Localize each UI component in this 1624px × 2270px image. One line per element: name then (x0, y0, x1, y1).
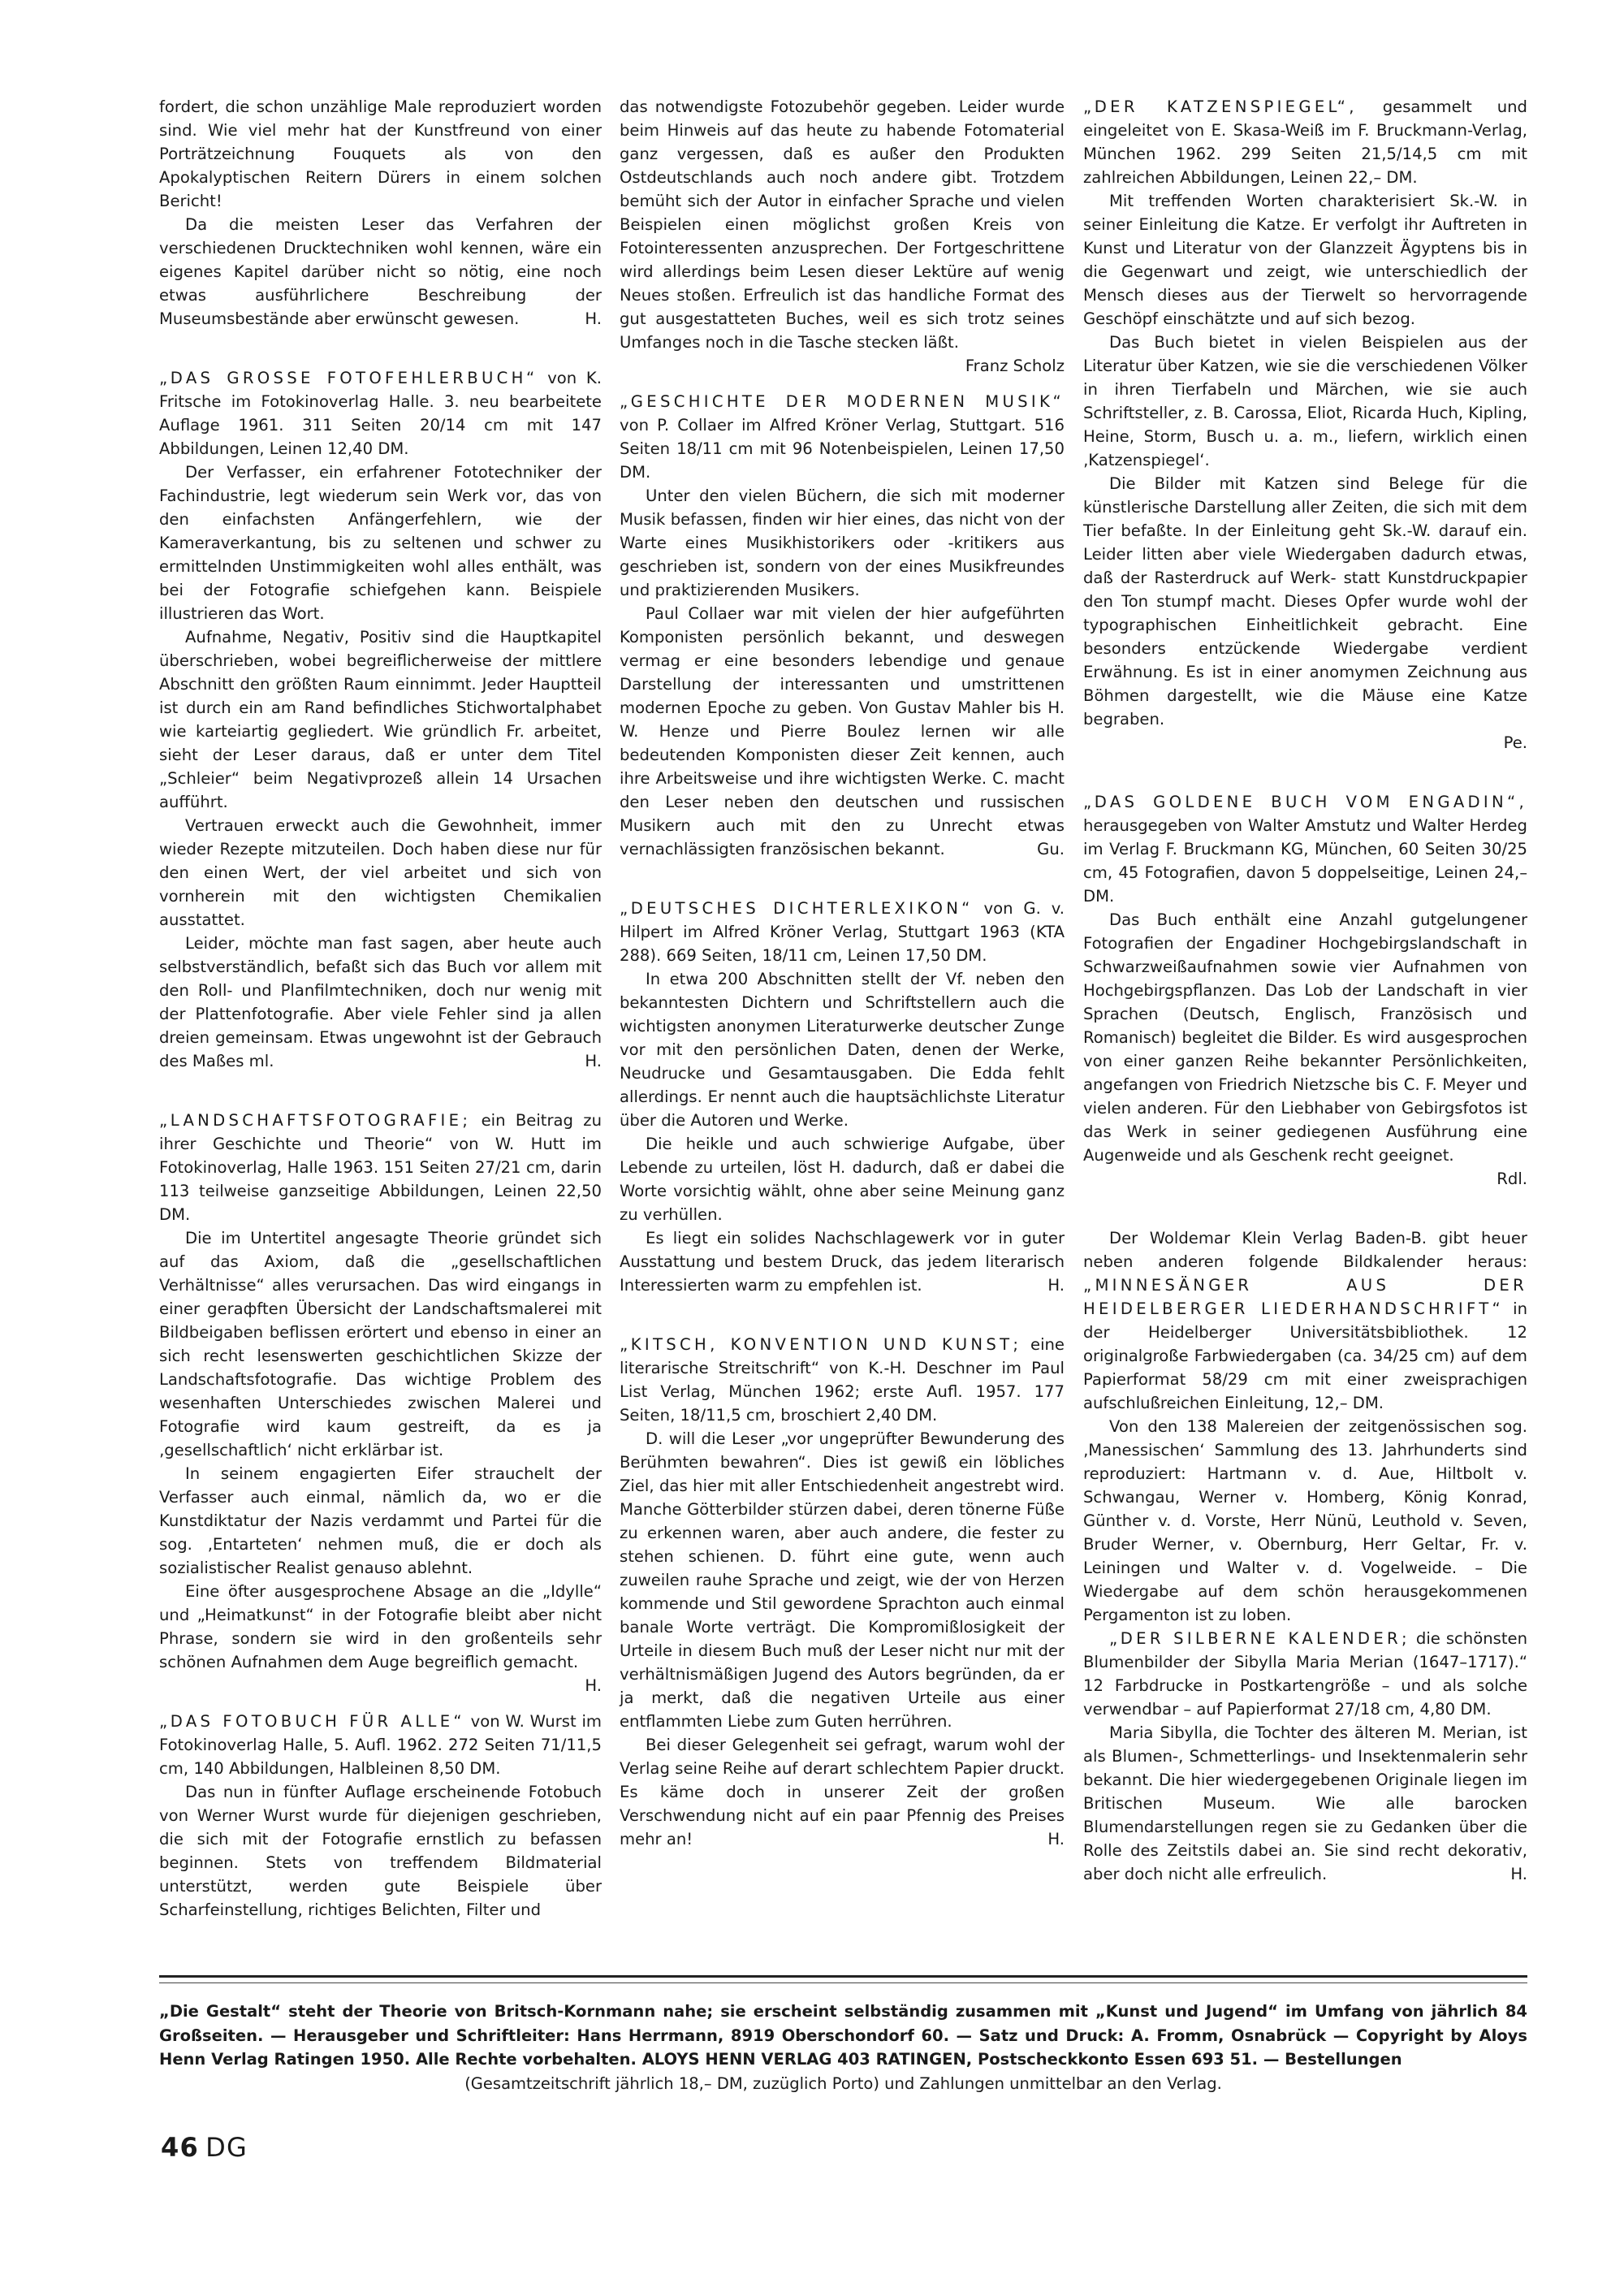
review-moderne-musik (620, 390, 1065, 861)
paragraph: Unter den vielen Büchern, die sich mit moderner Musik befassen, finden wir hier eines, das nicht von der Warte eines Musikhistorikers oder -kritikers aus geschrieben ist, sondern von der eines Musikfreundes und praktizierenden Musikers. (620, 486, 1065, 599)
journal-abbreviation: DG (205, 2132, 248, 2163)
bibliographic-info: von K. Fritsche im Fotokinoverlag Halle. 3. neu bearbeitete Auflage 1961. 311 Seiten 20/14 cm mit 147 Abbildungen, Leinen 12,40 DM. (159, 369, 603, 458)
paragraph: In seinem engagierten Eifer strauchelt der Verfasser auch einmal, nämlich da, wo er die Kunstdiktatur der Nazis verdammt und Partei für die sog. ‚Entarteten‘ nehmen muß, die er doch als sozialistischer Realist genauso ablehnt. (159, 1464, 602, 1577)
bibliographic-info: von G. v. Hilpert im Alfred Kröner Verlag, Stuttgart 1963 (KTA 288). 669 Seiten, 18/11 cm, Leinen 17,50 DM. (620, 899, 1065, 965)
author-signature: H. (585, 1676, 602, 1695)
bibliographic-info: von W. Wurst im Fotokinoverlag Halle, 5. Aufl. 1962. 272 Seiten 71/11,5 cm, 140 Abbildungen, Halbleinen 8,50 DM. (159, 1712, 602, 1778)
page-number-value: 46 (161, 2132, 200, 2163)
book-title: „MINNESÄNGER AUS DER HEIDELBERGER LIEDERHANDSCHRIFT“ (1083, 1276, 1527, 1318)
column-middle (620, 95, 1065, 1887)
author-signature: Gu. (1037, 840, 1065, 858)
paragraph: Der Verfasser, ein erfahrener Fototechniker der Fachindustrie, legt wiederum sein Werk vor, das von den einfachsten Anfängerfehlern, wie der Kameraverkantung, bis zu seltenen und schwer zu ermittelnden Unstimmigkeiten wohl alles enthält, was bei der Fotografie schiefgehen kann. Beispiele illustrieren das Wort. (159, 463, 602, 623)
paragraph: Aufnahme, Negativ, Positiv sind die Hauptkapitel überschrieben, wobei begreiflicherweise der mittlere Abschnitt den größten Raum einnimmt. Jeder Hauptteil ist durch ein am Rand befindliches Stichwortalphabet wie karteiartig gegliedert. Wie gründlich Fr. arbeitet, sieht der Leser daraus, daß er unter dem Titel „Schleier“ beim Negativprozeß allein 14 Ursachen aufführt. (159, 628, 602, 811)
review-intro-continuation (159, 95, 602, 331)
paragraph: Die im Untertitel angesagte Theorie gründet sich auf das Axiom, daß die „gesellschaftlichen Verhältnisse“ alles verursachen. Das wird eingangs in einer geraфften Übersicht der Landschaftsmalerei mit Bildbeigaben beflissen erörtert und ebenso in einer an sich recht lesenswerten geschichtlichen Skizze der Landschaftsfotografie. Das wichtige Problem des wesenhaften Unterschiedes zwischen Malerei und Fotografie wird kaum gestreift, da es ja ‚gesellschaftlich‘ nicht erklärbar ist. (159, 1229, 602, 1459)
paragraph: Das Buch bietet in vielen Beispielen aus der Literatur über Katzen, wie sie die verschiedenen Völker in ihren Tierfabeln und Märchen, wie sie auch Schriftsteller, z. B. Carossa, Eliot, Ricarda Huch, Kipling, Heine, Storm, Busch u. a. m., liefern, wirklich einen ‚Katzenspiegel‘. (1083, 333, 1527, 469)
paragraph: Das Buch enthält eine Anzahl gutgelungener Fotografien der Engadiner Hochgebirgslandschaft in Schwarzweißaufnahmen sowie vier Aufnahmen von Hochgebirgspflanzen. Das Lob der Landschaft in vier Sprachen (Deutsch, Englisch, Französisch und Romanisch) begleitet die Bilder. Es wird ausgesprochen von einer ganzen Reihe bekannter Persönlichkeiten, angefangen von Friedrich Nietzsche bis C. F. Meyer und vielen anderen. Für den Liebhaber von Gebirgsfotos ist das Werk in seiner gediegenen Ausführung eine Augenweide und als Geschenk recht geeignet. (1083, 910, 1527, 1165)
author-signature: Franz Scholz (965, 357, 1065, 375)
paragraph: Mit treffenden Worten charakterisiert Sk.-W. in seiner Einleitung die Katze. Er verfolgt ihr Auftreten in Kunst und Literatur von der Glanzzeit Ägyptens bis in die Gegenwart und zeigt, wie unterschiedlich der Mensch dieses aus der Tierwelt so hervorragende Geschöpf einschätzte und auf sich bezog. (1083, 192, 1527, 328)
book-title: „DAS GROSSE FOTOFEHLERBUCH“ (159, 369, 538, 387)
paragraph: Maria Sibylla, die Tochter des älteren M. Merian, ist als Blumen-, Schmetterlings- und Insektenmalerin sehr bekannt. Die hier wiedergegebenen Originale liegen im Britischen Museum. Wie alle barocken Blumendarstellungen regen sie zu Gedanken über die Rolle des Zeitstils dabei an. Sie sind recht dekorativ, aber doch nicht alle erfreulich. H. (1083, 1721, 1527, 1886)
author-signature: H. (585, 1052, 602, 1070)
column-left (159, 95, 602, 1957)
paragraph: fordert, die schon unzählige Male reproduziert worden sind. Wie viel mehr hat der Kunstfreund von einer Porträtzeichnung Fouquets als von den Apokalyptischen Reitern Dürers in einem solchen Bericht! (159, 97, 602, 210)
review-heading (159, 1710, 602, 1780)
author-signature: H. (1047, 1276, 1065, 1295)
review-bildkalender (1083, 1226, 1527, 1886)
review-fotobuch (159, 1710, 602, 1922)
book-title: „KITSCH, KONVENTION UND KUNST; (620, 1335, 1022, 1354)
imprint-text-last-line: (Gesamtzeitschrift jährlich 18,– DM, zuzüglich Porto) und Zahlungen unmittelbar an den Verlag. (464, 2073, 1222, 2093)
review-heading (620, 897, 1065, 967)
bibliographic-info: gesammelt und eingeleitet von E. Skasa-Weiß im F. Bruckmann-Verlag, München 1962. 299 Seiten 21,5/14,5 cm mit zahlreichen Abbildungen, Leinen 22,– DM. (1083, 97, 1527, 187)
book-title: „DAS FOTOBUCH FÜR ALLE“ (159, 1712, 465, 1731)
review-fotofehlerbuch (159, 366, 602, 1073)
bibliographic-info: von P. Collaer im Alfred Kröner Verlag, Stuttgart. 516 Seiten 18/11 cm mit 96 Notenbeispielen, Leinen 17,50 DM. (620, 416, 1065, 482)
review-heading (620, 1333, 1065, 1427)
book-title: „DAS GOLDENE BUCH VOM ENGADIN“, (1083, 793, 1527, 811)
book-title: „DEUTSCHES DICHTERLEXIKON“ (620, 899, 974, 918)
paragraph: Eine öfter ausgesprochene Absage an die „Idylle“ und „Heimatkunst“ in der Fotografie bleibt aber nicht Phrase, sondern sie wird in den großenteils sehr schönen Aufnahmen dem Auge begreiflich gemacht. H. (159, 1580, 602, 1674)
review-kitsch-konvention-kunst (620, 1333, 1065, 1851)
paragraph: Es liegt ein solides Nachschlagewerk vor in guter Ausstattung und bestem Druck, das jedem literarisch Interessierten warm zu empfehlen ist. H. (620, 1226, 1065, 1297)
imprint-text: „Die Gestalt“ steht der Theorie von Britsch-Kornmann nahe; sie erscheint selbständig zusammen mit „Kunst und Jugend“ im Umfang von jährlich 84 Großseiten. — Herausgeber und Schriftleiter: Hans Herrmann, 8919 Oberschondorf 60. — Satz und Druck: A. Fromm, Osnabrück — Copyright by Aloys Henn Verlag Ratingen 1950. Alle Rechte vorbehalten. ALOYS HENN VERLAG 403 RATINGEN, Postscheckkonto Essen 693 51. — Bestellungen (159, 2002, 1527, 2069)
page-number (161, 2132, 248, 2163)
paragraph: Bei dieser Gelegenheit sei gefragt, warum wohl der Verlag seine Reihe auf derart schlechtem Papier druckt. Es käme doch in unserer Zeit der großen Verschwendung nicht auf ein paar Pfennig des Preises mehr an! H. (620, 1733, 1065, 1851)
footer-divider (159, 1975, 1527, 1978)
paragraph: Da die meisten Leser das Verfahren der verschiedenen Drucktechniken wohl kennen, wäre ein eigenes Kapitel darüber nicht so nötig, eine noch etwas ausführlichere Beschreibung der Museumsbestände aber erwünscht gewesen. H. (159, 213, 602, 331)
column-right (1083, 95, 1527, 1922)
paragraph: Leider, möchte man fast sagen, aber heute auch selbstverständlich, befaßt sich das Buch vor allem mit den Roll- und Planfilmtechniken, doch nur wenig mit der Plattenfotografie. Aber viele Fehler sind ja allen dreien gemeinsam. Etwas ungewohnt ist der Gebrauch des Maßes ml. H. (159, 932, 602, 1073)
paragraph: Das nun in fünfter Auflage erscheinende Fotobuch von Werner Wurst wurde für diejenigen geschrieben, die sich mit der Fotografie ernstlich zu befassen beginnen. Stets von treffendem Bildmaterial unterstützt, werden gute Beispiele über Scharfeinstellung, richtiges Belichten, Filter und (159, 1783, 602, 1919)
author-signature: Pe. (1503, 733, 1527, 752)
paragraph: Der Woldemar Klein Verlag Baden-B. gibt heuer neben anderen folgende Bildkalender heraus: „MINNESÄNGER AUS DER HEIDELBERGER LIEDERHANDSCHRIFT“ in der Heidelberger Universitätsbibliothek. 12 originalgroße Farbwiedergaben (ca. 34/25 cm) auf dem Papierformat 58/29 cm mit einer zweisprachigen aufschlußreichen Einleitung, 12,– DM. (1083, 1229, 1528, 1412)
bibliographic-info: eine literarische Streitschrift“ von K.-H. Deschner im Paul List Verlag, München 1962; erste Aufl. 1957. 177 Seiten, 18/11,5 cm, broschiert 2,40 DM. (620, 1335, 1065, 1425)
paragraph: das notwendigste Fotozubehör gegeben. Leider wurde beim Hinweis auf das heute zu habende Fotomaterial ganz vergessen, daß es außer den Produkten Ostdeutschlands auch noch andere gibt. Trotzdem bemüht sich der Autor in einfacher Sprache und vielen Beispielen einen möglichst großen Kreis von Fotointeressenten anzusprechen. Der Fortgeschrittene wird allerdings beim Lesen dieser Lektüre auf wenig Neues stoßen. Erfreulich ist das handliche Format des gut ausgestatteten Buches, weil es sich trotz seines Umfanges noch in die Tasche stecken läßt. Franz Scholz (620, 95, 1065, 354)
review-heading (620, 390, 1065, 484)
paragraph: Paul Collaer war mit vielen der hier aufgeführten Komponisten persönlich bekannt, und deswegen vermag er eine besonders lebendige und genaue Darstellung der interessanten und umstrittenen modernen Epoche zu geben. Von Gustav Mahler bis H. W. Henze und Pierre Boulez lernen wir alle bedeutenden Komponisten dieser Zeit kennen, auch ihre Arbeitsweise und ihre wichtigsten Werke. C. macht den Leser neben den deutschen und russischen Musikern auch mit den zu Unrecht etwas vernachlässigten französischen bekannt. Gu. (620, 602, 1065, 861)
review-katzenspiegel (1083, 95, 1527, 755)
review-heading (159, 366, 602, 460)
paragraph: In etwa 200 Abschnitten stellt der Vf. neben den bekanntesten Dichtern und Schriftstellern auch die wichtigsten anonymen Literaturwerke deutscher Zunge vor mit den persönlichen Daten, denen der Werke, Neudrucke und Gesamtausgaben. Die Edda fehlt allerdings. Er nennt auch die hauptsächlichste Literatur über die Autoren und Werke. (620, 970, 1065, 1130)
author-signature: Rdl. (1497, 1170, 1527, 1188)
review-heading (159, 1109, 602, 1226)
review-heading (1083, 790, 1527, 908)
author-signature: H. (1047, 1830, 1065, 1848)
review-fotobuch-continuation (620, 95, 1065, 375)
paragraph: D. will die Leser „vor ungeprüfter Bewunderung des Berühmten bewahren“. Dies ist gewiß ein löbliches Ziel, das hier mit aller Entschiedenheit angestrebt wird. Manche Götterbilder stürzen dabei, deren tönerne Füße zu erkennen waren, aber auch andere, die fester zu stehen schienen. D. führt eine gute, wenn auch zuweilen rauhe Sprache und zeigt, wie der von Herzen kommende und Stil gewordene Sprachton auch einmal banale Worte verträgt. Die Kompromißlosigkeit der Urteile in diesem Buch muß der Leser nicht nur mit der verhältnismäßigen Jugend des Autors begründen, da er ja merkt, daß die negativen Urteile aus einer entflammten Liebe zum Guten herrühren. (620, 1429, 1065, 1731)
paragraph: Die Bilder mit Katzen sind Belege für die künstlerische Darstellung aller Zeiten, die sich mit dem Tier befaßte. In der Einleitung geht Sk.-W. darauf ein. Leider litten aber viele Wiedergaben dadurch etwas, daß der Rasterdruck auf Werk- statt Kunstdruckpapier den Ton stumpf macht. Dieses Opfer wurde wohl der typographischen Einheitlichkeit gebracht. Eine besonders entzückende Wiedergabe verdient Erwähnung. Es ist in einer anomymen Zeichnung aus Böhmen dargestellt, wie die Mäuse eine Katze begraben. (1083, 474, 1527, 729)
review-goldenes-buch-engadin (1083, 790, 1527, 1191)
review-landschaftsfotografie (159, 1109, 602, 1695)
book-title: „DER SILBERNE KALENDER; (1109, 1629, 1410, 1648)
bibliographic-info: ein Beitrag zu ihrer Geschichte und Theorie“ von W. Hutt im Fotokinoverlag, Halle 1963. 151 Seiten 27/21 cm, darin 113 teilweise ganzseitige Abbildungen, Leinen 22,50 DM. (159, 1111, 602, 1224)
footer-divider-thin (159, 1982, 1527, 1983)
imprint-footer (159, 2000, 1527, 2095)
author-signature: H. (1510, 1865, 1527, 1883)
paragraph: „DER SILBERNE KALENDER; die schönsten Blumenbilder der Sibylla Maria Merian (1647–1717).“ 12 Farbdrucke in Postkartengröße – und als solche verwendbar – auf Papierformat 27/18 cm, 4,80 DM. (1083, 1629, 1527, 1719)
paragraph: Von den 138 Malereien der zeitgenössischen sog. ‚Manessischen‘ Sammlung des 13. Jahrhunderts sind reproduziert: Hartmann v. d. Aue, Hiltbolt v. Schwangau, Werner v. Homberg, König Konrad, Günther v. d. Vorste, Herr Nünü, Leuthold v. Seven, Bruder Werner, v. Obernburg, Herr Geltar, Fr. v. Leiningen und Walter v. d. Vogelweide. – Die Wiedergabe auf dem schön herausgekommenen Pergamenton ist zu loben. (1083, 1417, 1527, 1624)
book-title: „GESCHICHTE DER MODERNEN MUSIK“ (620, 392, 1065, 411)
book-title: „LANDSCHAFTSFOTOGRAFIE; (159, 1111, 472, 1130)
paragraph: Die heikle und auch schwierige Aufgabe, über Lebende zu urteilen, löst H. dadurch, daß er dabei die Worte vorsichtig wählt, ohne aber seine Meinung ganz zu verhüllen. (620, 1135, 1065, 1224)
review-heading (1083, 95, 1527, 189)
bibliographic-info: herausgegeben von Walter Amstutz und Walter Herdeg im Verlag F. Bruckmann KG, München, 60 Seiten 30/25 cm, 45 Fotografien, davon 5 doppelseitige, Leinen 24,– DM. (1083, 816, 1527, 906)
author-signature: H. (585, 309, 602, 328)
paragraph: Vertrauen erweckt auch die Gewohnheit, immer wieder Rezepte mitzuteilen. Doch haben diese nur für den einen Wert, der viel arbeitet und sich von vornherein mit den wichtigsten Chemikalien ausstattet. (159, 816, 602, 929)
review-dichterlexikon (620, 897, 1065, 1297)
book-title: „DER KATZENSPIEGEL“, (1083, 97, 1358, 116)
